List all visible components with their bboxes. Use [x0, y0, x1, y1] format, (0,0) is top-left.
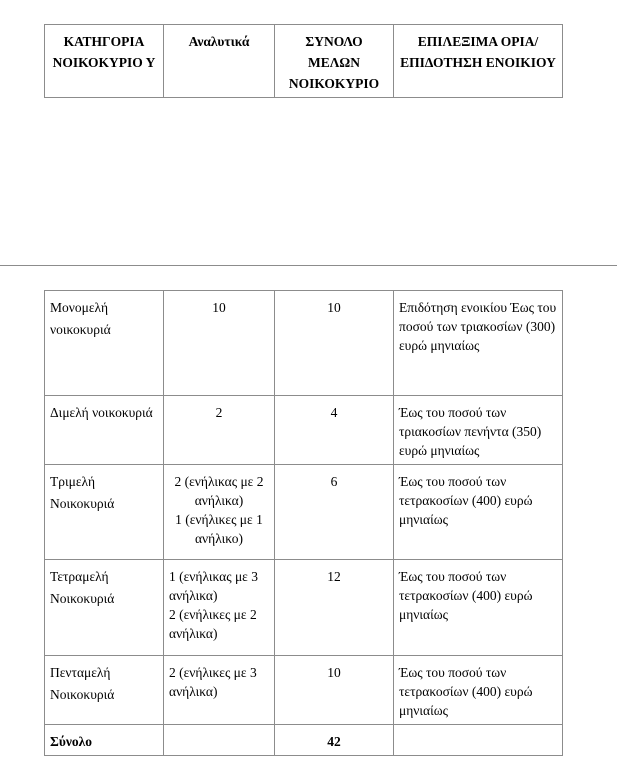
detail-line: 2 (ενήλικες με 2 ανήλικα) [169, 607, 257, 641]
totals-empty-limit [394, 725, 563, 756]
row-total: 4 [275, 396, 394, 465]
detail-line: 10 [212, 300, 226, 315]
header-table [44, 24, 563, 98]
row-total: 12 [275, 560, 394, 656]
detail-line: 2 [215, 405, 223, 420]
table-row [45, 291, 563, 396]
table-row [45, 465, 563, 560]
totals-empty-details [164, 725, 275, 756]
header-rent-limit: ΕΠΙΛΕΞΙΜΑ ΟΡΙΑ/ ΕΠΙΔΟΤΗΣΗ ΕΝΟΙΚΙΟΥ [394, 25, 563, 98]
detail-line: 2 (ενήλικας με 2 ανήλικα) [174, 474, 264, 508]
row-limit: Έως του ποσού των τετρακοσίων (400) ευρώ μηνιαίως [394, 560, 563, 656]
row-category: Διμελή νοικοκυριά [45, 396, 164, 465]
totals-row [45, 725, 563, 756]
detail-line: 1 (ενήλικας με 3 ανήλικα) [169, 569, 258, 603]
row-category: Μονομελή νοικοκυριά [45, 291, 164, 396]
row-limit: Έως του ποσού των τετρακοσίων (400) ευρώ μηνιαίως [394, 656, 563, 725]
row-details [164, 560, 275, 656]
row-limit: Επιδότηση ενοικίου Έως του ποσού των τριακοσίων (300) ευρώ μηνιαίως [394, 291, 563, 396]
row-details [164, 396, 275, 465]
table-row [45, 656, 563, 725]
row-details [164, 291, 275, 396]
row-category: Τριμελή Νοικοκυριά [45, 465, 164, 560]
header-details: Αναλυτικά [164, 25, 275, 98]
row-category: Τετραμελή Νοικοκυριά [45, 560, 164, 656]
totals-value: 42 [275, 725, 394, 756]
row-limit: Έως του ποσού των τριακοσίων πενήντα (350) ευρώ μηνιαίως [394, 396, 563, 465]
page-divider [0, 265, 617, 266]
totals-label: Σύνολο [45, 725, 164, 756]
table-row [45, 560, 563, 656]
row-category: Πενταμελή Νοικοκυριά [45, 656, 164, 725]
table-row [45, 396, 563, 465]
row-total: 10 [275, 291, 394, 396]
row-total: 10 [275, 656, 394, 725]
detail-line: 2 (ενήλικες με 3 ανήλικα) [169, 665, 257, 699]
detail-line: 1 (ενήλικες με 1 ανήλικο) [175, 512, 263, 546]
header-row [45, 25, 563, 98]
header-total-members: ΣΥΝΟΛΟ ΜΕΛΩΝ ΝΟΙΚΟΚΥΡΙΟ [275, 25, 394, 98]
row-details [164, 465, 275, 560]
header-category: ΚΑΤΗΓΟΡΙΑ ΝΟΙΚΟΚΥΡΙΟ Υ [45, 25, 164, 98]
row-total: 6 [275, 465, 394, 560]
row-details [164, 656, 275, 725]
row-limit: Έως του ποσού των τετρακοσίων (400) ευρώ μηνιαίως [394, 465, 563, 560]
households-table [44, 290, 563, 756]
